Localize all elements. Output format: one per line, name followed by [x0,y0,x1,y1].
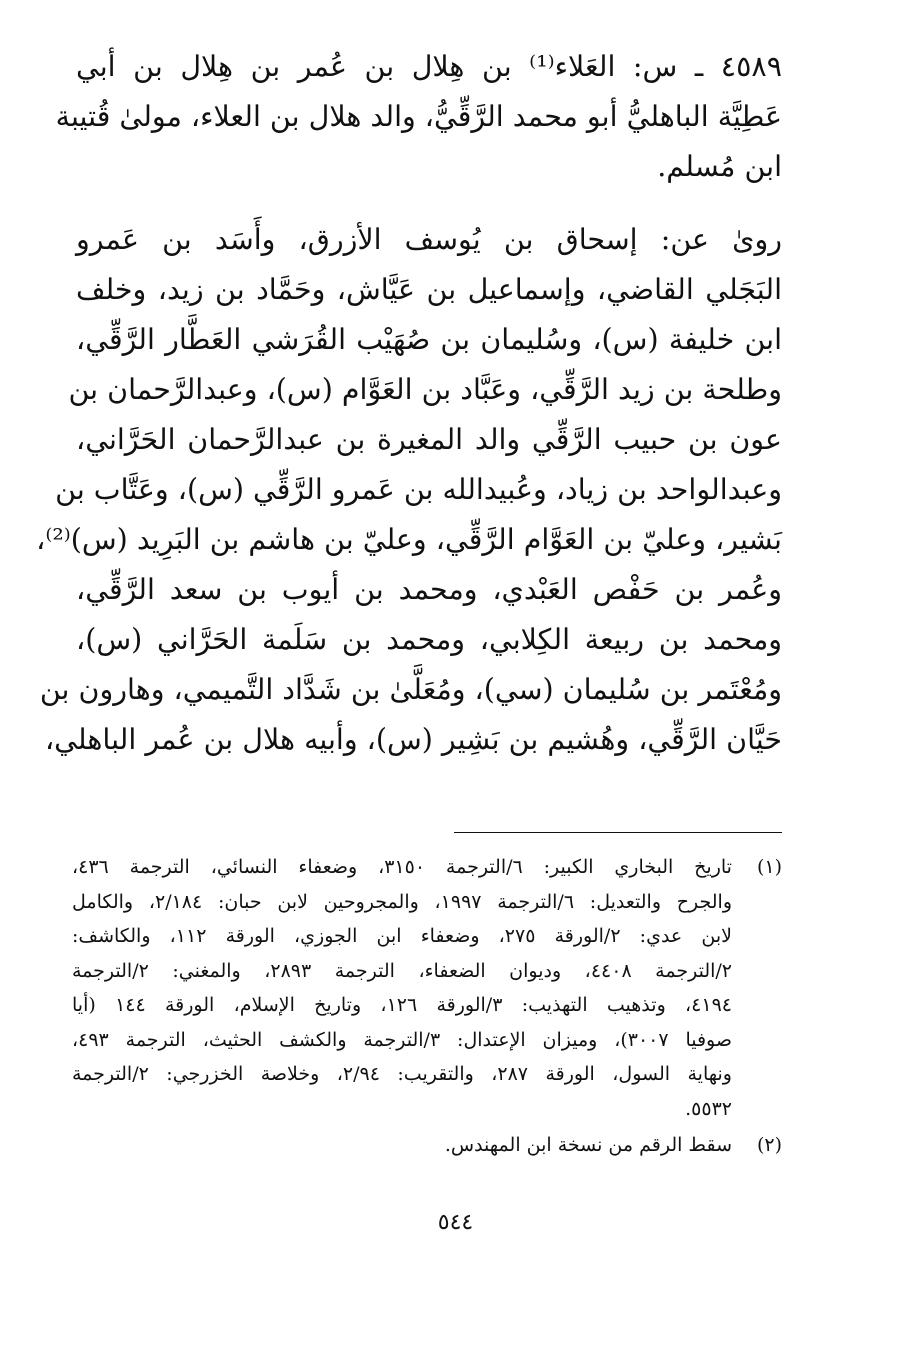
text-line: عون بن حبيب الرَّقِّي والد المغيرة بن عبدالرَّحمان الحَرَّاني، [76,423,782,456]
text-line: وعُمر بن حَفْص العَبْدي، ومحمد بن أيوب بن سعد الرَّقِّي، [76,573,782,606]
footnote-line: ٢/الترجمة ٤٤٠٨، وديوان الضعفاء، الترجمة ٢٨٩٣، والمغني: ٢/الترجمة [72,959,733,982]
text-line: ٤٥٨٩ ـ س: العَلاء⁽¹⁾ بن هِلال بن عُمر بن هِلال بن أبي [76,50,782,83]
footnote-number: (١) [756,856,782,878]
text-line: وطلحة بن زيد الرَّقِّي، وعَبَّاد بن العَوَّام (س)، وعبدالرَّحمان بن [68,373,782,406]
text-line: البَجَلي القاضي، وإسماعيل بن عَيَّاش، وحَمَّاد بن زيد، وخلف [76,273,782,306]
footnote-line: صوفيا ٣٠٠٧)، وميزان الإعتدال: ٣/الترجمة والكشف الحثيث، الترجمة ٤٩٣، [72,1028,733,1051]
footnote-1 [72,850,782,1126]
text-line: وعبدالواحد بن زياد، وعُبيدالله بن عَمرو الرَّقِّي (س)، وعَتَّاب بن [55,473,782,506]
text-line: ومُعْتَمر بن سُليمان (سي)، ومُعَلَّىٰ بن شَدَّاد التَّميمي، وهارون بن [39,673,782,706]
text-line: بَشير، وعليّ بن العَوَّام الرَّقِّي، وعليّ بن هاشم بن البَرِيد (س)⁽²⁾، [36,523,782,556]
footnotes [72,850,782,1163]
text-line: عَطِيَّة الباهليُّ أبو محمد الرَّقِّيُّ، والد هلال بن العلاء، مولىٰ قُتيبة [55,100,782,133]
footnote-line: سقط الرقم من نسخة ابن المهندس. [444,1134,732,1156]
footnote-2 [72,1128,782,1163]
text-line: ابن مُسلم. [657,150,782,183]
narrators-paragraph [36,215,782,765]
text-line: روىٰ عن: إسحاق بن يُوسف الأزرق، وأَسَد بن عَمرو [76,223,782,256]
footnote-line: ٤١٩٤، وتذهيب التهذيب: ٣/الورقة ١٢٦، وتاريخ الإسلام، الورقة ١٤٤ (أيا [72,994,732,1016]
footnote-separator [454,832,782,833]
page-number: ٥٤٤ [437,1210,474,1235]
footnote-line: والجرح والتعديل: ٦/الترجمة ١٩٩٧، والمجروحين لابن حبان: ٢/١٨٤، والكامل [72,890,733,913]
text-line: حَيَّان الرَّقِّي، وهُشيم بن بَشِير (س)، وأبيه هلال بن عُمر الباهلي، [44,723,782,756]
footnote-number: (٢) [756,1134,782,1156]
text-line: ومحمد بن ربيعة الكِلابي، ومحمد بن سَلَمة الحَرَّاني (س)، [76,623,782,656]
footnote-line: لابن عدي: ٢/الورقة ٢٧٥، وضعفاء ابن الجوزي، الورقة ١١٢، والكاشف: [72,925,732,947]
biography-entry-heading [55,42,782,192]
footnote-line: ٥٥٣٢. [685,1097,732,1120]
footnote-line: ونهاية السول، الورقة ٢٨٧، والتقريب: ٢/٩٤، وخلاصة الخزرجي: ٢/الترجمة [72,1063,732,1085]
footnote-line: تاريخ البخاري الكبير: ٦/الترجمة ٣١٥٠، وضعفاء النسائي، الترجمة ٤٣٦، [72,856,732,878]
text-line: ابن خليفة (س)، وسُليمان بن صُهَيْب القُرَشي العَطَّار الرَّقِّي، [76,323,782,356]
